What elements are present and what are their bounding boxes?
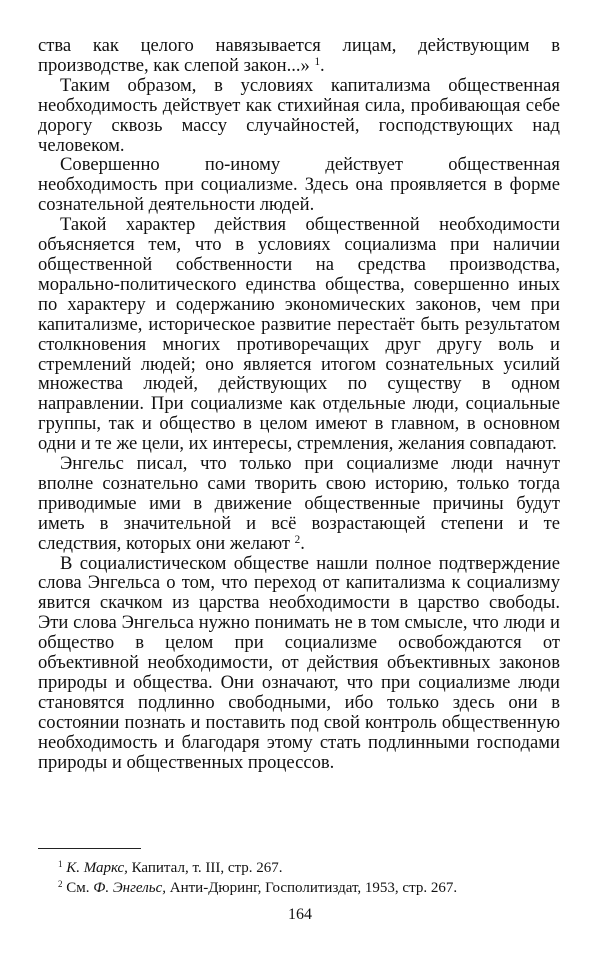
body-text [38,36,560,773]
paragraph-continued: ства как целого навязывается лицам, действующим в производстве, как слепой закон...» $^1$. [38,35,560,76]
paragraph: Таким образом, в условиях капитализма общественная необходимость действует как стихийная сила, пробивающая себе дорогу сквозь массу случайностей, господствующих над человеком. [38,74,560,156]
paragraph: В социалистическом обществе нашли полное подтверждение слова Энгельса о том, что переход от капитализма к социализму явится скачком из царства необходимости в царство свободы. Эти слова Энгельса нужно понимать не в том смысле, что люди и общество в целом при социализме освобождаются от объективной необходимости, от действия объективных законов природы и общества. Они означают, что при социализме люди становятся подлинно свободными, ибо только здесь они в состоянии познать и поставить под свой контроль общественную необходимость и благодаря этому стать подлинными господами природы и общественных процессов. [38,552,560,773]
footnote-ref-1: 1 [314,55,321,68]
footnote: $^2$ См. Ф. Энгельс, Анти-Дюринг, Госполитиздат, 1953, стр. 267. [58,879,458,896]
footnote-divider [38,848,141,849]
footnote: $^1$ К. Маркс, Капитал, т. III, стр. 267. [58,859,283,876]
page-number: 164 [288,906,312,923]
footnotes [38,858,560,898]
paragraph: Энгельс писал, что только при социализме люди начнут вполне сознательно сами творить свою историю, только тогда приводимые ими в движение общественные причины будут иметь в значительной и всё возрастающей степени и те следствия, которых они желают $^2$. [38,453,560,554]
paragraph: Такой характер действия общественной необходимости объясняется тем, что в условиях социализма при наличии общественной собственности на средства производства, морально-политического единства общества, совершенно иных по характеру и содержанию экономических законов, чем при капитализме, историческое развитие перестаёт быть результатом столкновения многих противоречащих друг другу воль и стремлений людей; оно является итогом сознательных усилий множества людей, действующих по существу в одном направлении. При социализме как отдельные люди, социальные группы, так и общество в целом имеют в главном, в основном одни и те же цели, их интересы, стремления, желания совпадают. [38,214,560,455]
footnote-ref-2: 2 [294,533,301,546]
paragraph: Совершенно по-иному действует общественная необходимость при социализме. Здесь она проявляется в форме сознательной деятельности людей. [38,154,560,216]
